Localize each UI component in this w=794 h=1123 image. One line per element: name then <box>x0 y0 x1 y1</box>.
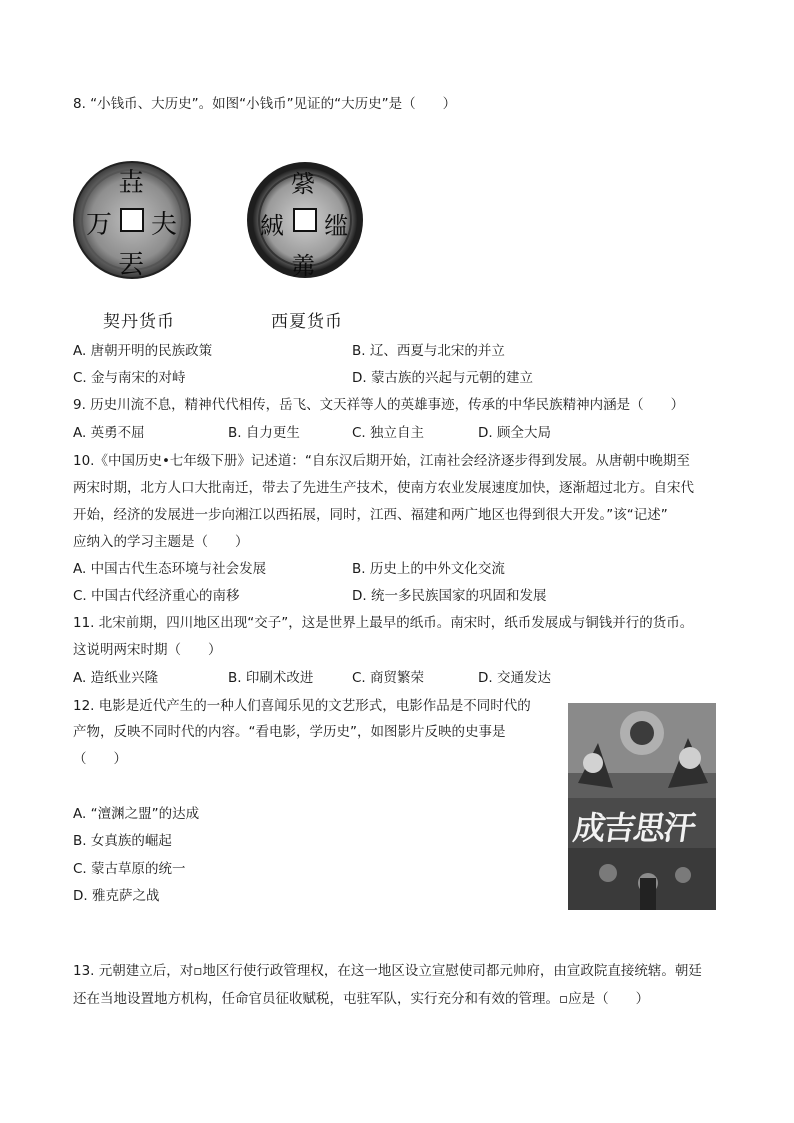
q8-option-b[interactable]: B. 辽、西夏与北宋的并立 <box>352 343 505 359</box>
q11-option-d[interactable]: D. 交通发达 <box>478 670 551 686</box>
khitan-coin-char-top: 壵 <box>118 168 145 198</box>
khitan-coin-figure <box>73 148 191 290</box>
question-12-line-1: 12. 电影是近代产生的一种人们喜闻乐见的文艺形式，电影作品是不同时代的 <box>73 698 531 714</box>
khitan-coin-char-left: 万 <box>86 210 113 240</box>
q12-option-b[interactable]: B. 女真族的崛起 <box>73 833 172 849</box>
q8-option-a[interactable]: A. 唐朝开明的民族政策 <box>73 343 213 359</box>
q10-option-a[interactable]: A. 中国古代生态环境与社会发展 <box>73 561 267 577</box>
q12-option-c[interactable]: C. 蒙古草原的统一 <box>73 861 186 877</box>
khitan-coin-char-right: 夫 <box>151 210 178 240</box>
q12-option-a[interactable]: A. “澶渊之盟”的达成 <box>73 806 200 822</box>
question-8-stem: 8. “小钱币、大历史”。如图“小钱币”见证的“大历史”是（ ） <box>73 96 457 112</box>
q9-option-d[interactable]: D. 顾全大局 <box>478 425 551 441</box>
western-xia-coin-char-top: 䋯 <box>291 170 315 198</box>
q11-option-a[interactable]: A. 造纸业兴隆 <box>73 670 159 686</box>
q9-option-c[interactable]: C. 独立自主 <box>352 425 425 441</box>
q10-option-c[interactable]: C. 中国古代经济重心的南移 <box>73 588 240 604</box>
q8-option-d[interactable]: D. 蒙古族的兴起与元朝的建立 <box>352 370 533 386</box>
question-13-line-2: 还在当地设置地方机构，任命官员征收赋税，屯驻军队，实行充分和有效的管理。▫应是（ ） <box>73 991 650 1007</box>
q9-option-b[interactable]: B. 自力更生 <box>228 425 300 441</box>
question-10-line-3: 开始，经济的发展进一步向湘江以西拓展，同时，江西、福建和两广地区也得到很大开发。”该“记述” <box>73 507 668 523</box>
q11-option-b[interactable]: B. 印刷术改进 <box>228 670 314 686</box>
western-xia-coin-char-right: 䍀 <box>324 212 348 240</box>
question-12-line-3: （ ） <box>73 751 127 767</box>
question-9-stem: 9. 历史川流不息，精神代代相传，岳飞、文天祥等人的英雄事迹，传承的中华民族精神内涵是（ ） <box>73 397 685 413</box>
q8-option-c[interactable]: C. 金与南宋的对峙 <box>73 370 186 386</box>
question-11-line-2: 这说明两宋时期（ ） <box>73 642 222 658</box>
western-xia-coin-figure <box>245 148 365 290</box>
question-11-line-1: 11. 北宋前期，四川地区出现“交子”，这是世界上最早的纸币。南宋时，纸币发展成与铜钱并行的货币。 <box>73 615 694 631</box>
question-12-line-2: 产物，反映不同时代的内容。“看电影，学历史”，如图影片反映的史事是 <box>73 724 506 740</box>
khitan-coin-char-bottom: 丟 <box>118 250 145 280</box>
question-10-line-4: 应纳入的学习主题是（ ） <box>73 534 249 550</box>
q10-option-b[interactable]: B. 历史上的中外文化交流 <box>352 561 505 577</box>
q10-option-d[interactable]: D. 统一多民族国家的巩固和发展 <box>352 588 547 604</box>
movie-poster-image <box>568 703 716 910</box>
western-xia-coin-char-bottom: 羛 <box>291 252 315 280</box>
western-xia-coin-char-left: 絾 <box>260 212 284 240</box>
question-10-line-2: 两宋时期，北方人口大批南迁，带去了先进生产技术，使南方农业发展速度加快，逐渐超过北方。自宋代 <box>73 480 694 496</box>
question-13-line-1: 13. 元朝建立后，对▫地区行使行政管理权，在这一地区设立宣慰使司都元帅府，由宣政院直接统辖。朝廷 <box>73 963 702 979</box>
movie-poster-title: 成吉思汗 <box>571 809 697 847</box>
question-10-line-1: 10.《中国历史•七年级下册》记述道：“自东汉后期开始，江南社会经济逐步得到发展。从唐朝中晚期至 <box>73 453 690 469</box>
khitan-coin-caption: 契丹货币 <box>103 312 175 332</box>
q11-option-c[interactable]: C. 商贸繁荣 <box>352 670 425 686</box>
q9-option-a[interactable]: A. 英勇不屈 <box>73 425 145 441</box>
q12-option-d[interactable]: D. 雅克萨之战 <box>73 888 160 904</box>
western-xia-coin-caption: 西夏货币 <box>271 312 343 332</box>
